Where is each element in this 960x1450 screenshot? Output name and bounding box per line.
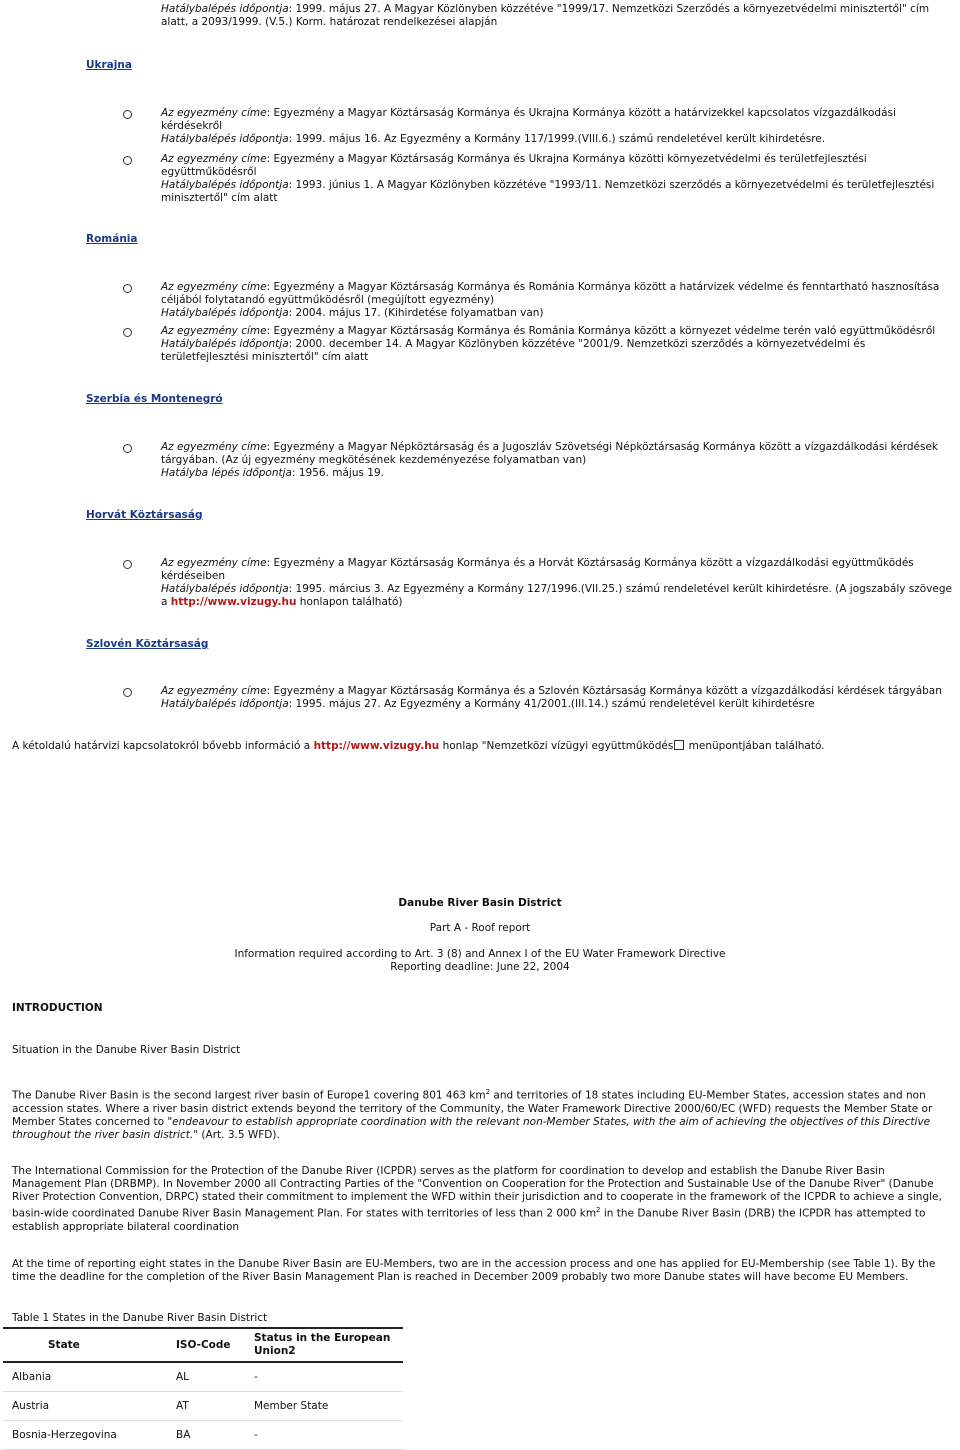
report-title: Danube River Basin District [398,897,562,909]
cell-state: Albania [3,1362,176,1392]
effective-label: Hatálybalépés időpontja [161,3,289,15]
p2-text-a: The International Commission for the Protection of the Danube River (ICPDR) serves as the platform for coordination to develop and establish the Danube River Basin Management Plan (DRBMP). In November 2000 all Contracting Parties of the "Convention on Cooperation for the Protection and Sustainable Use of the Danube River" (Danube River Protection Convention, DRPC) stated their commitment to implement the WFD within their jurisdiction and to cooperate in the framework of the ICPDR to achieve a single, basin-wide coordinated Danube River Basin Management Plan. For states with territories of less than 2 000 km [12,1165,942,1220]
table-caption: Table 1 States in the Danube River Basin District [12,1312,268,1324]
note-text-a: A kétoldalú határvizi kapcsolatokról bővebb információ a [12,740,314,752]
section-heading-ukrajna[interactable]: Ukrajna [86,59,132,71]
treaty-date: : 2004. május 17. (Kihirdetése folyamatban van) [288,307,544,319]
bullet-icon [123,688,132,697]
treaty-date: : 1956. május 19. [291,467,384,479]
treaty-date: : 1995. március 3. Az Egyezmény a Kormány 127/1996.(VII.25.) számú rendeletével került kihirdetésre. (A jogszabály szövege a [161,583,952,608]
treaty-title: : Egyezmény a Magyar Köztársaság Kormánya és Románia Kormánya között a határvizek védelme és fenntartható hasznosítása céljából folytatandó együttműködésről (megújított egyezmény) [161,281,940,306]
section-heading-szerbia[interactable]: Szerbia és Montenegró [86,393,223,405]
column-header-state: State [3,1328,176,1362]
effective-label: Hatályba lépés időpontja [161,467,292,479]
treaty-item-romania-2 [161,325,956,364]
note-text-b: honlap "Nemzetközi vízügyi együttműködés [439,740,674,752]
top-line-1: : 1999. május 27. A Magyar Közlönyben közzétéve "1999/17. Nemzetközi Szerződés a környezetvédelmi minisztertől" cím [288,3,930,15]
effective-label: Hatálybalépés időpontja [161,583,289,595]
bullet-icon [123,156,132,165]
table-row [3,1362,403,1392]
table-row [3,1392,403,1421]
title-label: Az egyezmény címe [161,281,267,293]
p1-text-b: and territories of 18 states including EU-Member States, accession states and non accession states. Where a river basin district extends beyond the territory of the Community, the Water Framework Directive 2000/60/EC (WFD) requests the Member State or Member States concerned to " [12,1089,933,1128]
top-line-2: alatt, a 2093/1999. (V.5.) Korm. határozat rendelkezései alapján [161,16,498,28]
title-label: Az egyezmény címe [161,685,267,697]
title-label: Az egyezmény címe [161,107,267,119]
treaty-date: : 1995. május 27. Az Egyezmény a Kormány 41/2001.(III.14.) számú rendeletével került kihirdetésre [288,698,815,710]
treaty-title: : Egyezmény a Magyar Köztársaság Kormánya és Ukrajna Kormánya közötti környezetvédelmi és területfejlesztési együttműködésről [161,153,867,178]
p1-text-a: The Danube River Basin is the second largest river basin of Europe1 covering 801 463 km [12,1089,486,1102]
treaty-title: : Egyezmény a Magyar Köztársaság Kormánya és Ukrajna Kormánya között a határvizekkel kapcsolatos vízgazdálkodási kérdésekről [161,107,896,132]
cell-iso: AT [176,1392,254,1421]
table-header-row [3,1328,403,1362]
effective-label: Hatálybalépés időpontja [161,133,289,145]
section-heading-szloven[interactable]: Szlovén Köztársaság [86,638,209,650]
cell-status: Member State [254,1392,403,1421]
treaty-title: : Egyezmény a Magyar Népköztársaság és a Jugoszláv Szövetségi Népköztársaság Kormánya között a vízgazdálkodási kérdések tárgyában. (Az új egyezmény megkötésének kezdeményezése folyamatban van) [161,441,939,466]
situation-heading: Situation in the Danube River Basin District [12,1044,241,1056]
report-subtitle: Part A - Roof report [429,922,531,934]
p1-text-c: " (Art. 3.5 WFD). [193,1128,280,1141]
treaty-title: : Egyezmény a Magyar Köztársaság Kormánya és a Horvát Köztársaság Kormánya között a vízgazdálkodási együttműködés kérdéseiben [161,557,914,582]
paragraph-3: At the time of reporting eight states in the Danube River Basin are EU-Members, two are in the accession process and one has applied for EU-Membership (see Table 1). By the time the deadline for the completion of the River Basin Management Plan is reached in December 2009 probably two more Danube states will have become EU Members. [12,1258,936,1283]
effective-label: Hatálybalépés időpontja [161,698,289,710]
section-heading-horvat[interactable]: Horvát Köztársaság [86,509,203,521]
title-label: Az egyezmény címe [161,325,267,337]
treaty-date: : 1999. május 16. Az Egyezmény a Kormány 117/1999.(VIII.6.) számú rendeletével került kihirdetésre. [288,133,826,145]
bullet-icon [123,444,132,453]
treaty-item-horvat [161,557,956,609]
intro-heading: INTRODUCTION [12,1002,103,1014]
section-heading-romania[interactable]: Románia [86,233,138,245]
vizugy-link[interactable]: http://www.vizugy.hu [170,596,297,608]
p1-sup: 2 [485,1088,491,1096]
states-table [3,1327,403,1450]
bilateral-note [12,740,952,753]
note-text-c: menüpontjában található. [685,740,825,752]
treaty-item-szloven [161,685,956,711]
vizugy-link[interactable]: http://www.vizugy.hu [313,740,440,752]
cell-state: Bosnia-Herzegovina [3,1421,176,1450]
cell-status: - [254,1421,403,1450]
title-label: Az egyezmény címe [161,153,267,165]
treaty-item-romania-1 [161,281,956,320]
effective-label: Hatálybalépés időpontja [161,179,289,191]
bullet-icon [123,110,132,119]
report-info: Information required according to Art. 3 (8) and Annex I of the EU Water Framework Directive [234,948,726,960]
title-label: Az egyezmény címe [161,557,267,569]
p2-sup: 2 [596,1206,601,1214]
effective-label: Hatálybalépés időpontja [161,338,289,350]
column-header-status: Status in the European Union2 [254,1328,403,1362]
treaty-title: : Egyezmény a Magyar Köztársaság Kormánya és Románia Kormánya között a környezet védelme terén való együttműködésről [266,325,936,337]
treaty-date: : 1993. június 1. A Magyar Közlönyben közzétéve "1993/11. Nemzetközi szerződés a környezetvédelmi és területfejlesztési minisztertől" cím alatt [161,179,935,204]
bullet-icon [123,328,132,337]
bullet-icon [123,284,132,293]
report-deadline: Reporting deadline: June 22, 2004 [390,961,570,973]
paragraph-2 [12,1165,952,1234]
treaty-title: : Egyezmény a Magyar Köztársaság Kormánya és a Szlovén Köztársaság Kormánya között a vízgazdálkodási kérdések tárgyában [266,685,942,697]
p2-text-b: in the Danube River Basin (DRB) the ICPDR has attempted to establish appropriate bilateral coordination [12,1207,926,1233]
treaty-item-ukrajna-1 [161,107,956,146]
cell-iso: BA [176,1421,254,1450]
top-continuation [161,3,956,29]
title-label: Az egyezmény címe [161,441,267,453]
table-row [3,1421,403,1450]
cell-iso: AL [176,1362,254,1392]
effective-label: Hatálybalépés időpontja [161,307,289,319]
cell-status: - [254,1362,403,1392]
cell-state: Austria [3,1392,176,1421]
treaty-date-tail: honlapon található) [296,596,403,608]
treaty-item-szerbia [161,441,956,480]
column-header-iso: ISO-Code [176,1328,254,1362]
treaty-date: : 2000. december 14. A Magyar Közlönyben közzétéve "2001/9. Nemzetközi szerződés a környezetvédelmi és területfejlesztési minisztertől" cím alatt [161,338,866,363]
p1-quote: endeavour to establish appropriate coordination with the relevant non-Member States, with the aim of achieving the objectives of this Directive throughout the river basin district. [12,1115,931,1141]
treaty-item-ukrajna-2 [161,153,956,205]
paragraph-1 [12,1086,952,1142]
bullet-icon [123,560,132,569]
missing-glyph-icon [674,740,684,750]
